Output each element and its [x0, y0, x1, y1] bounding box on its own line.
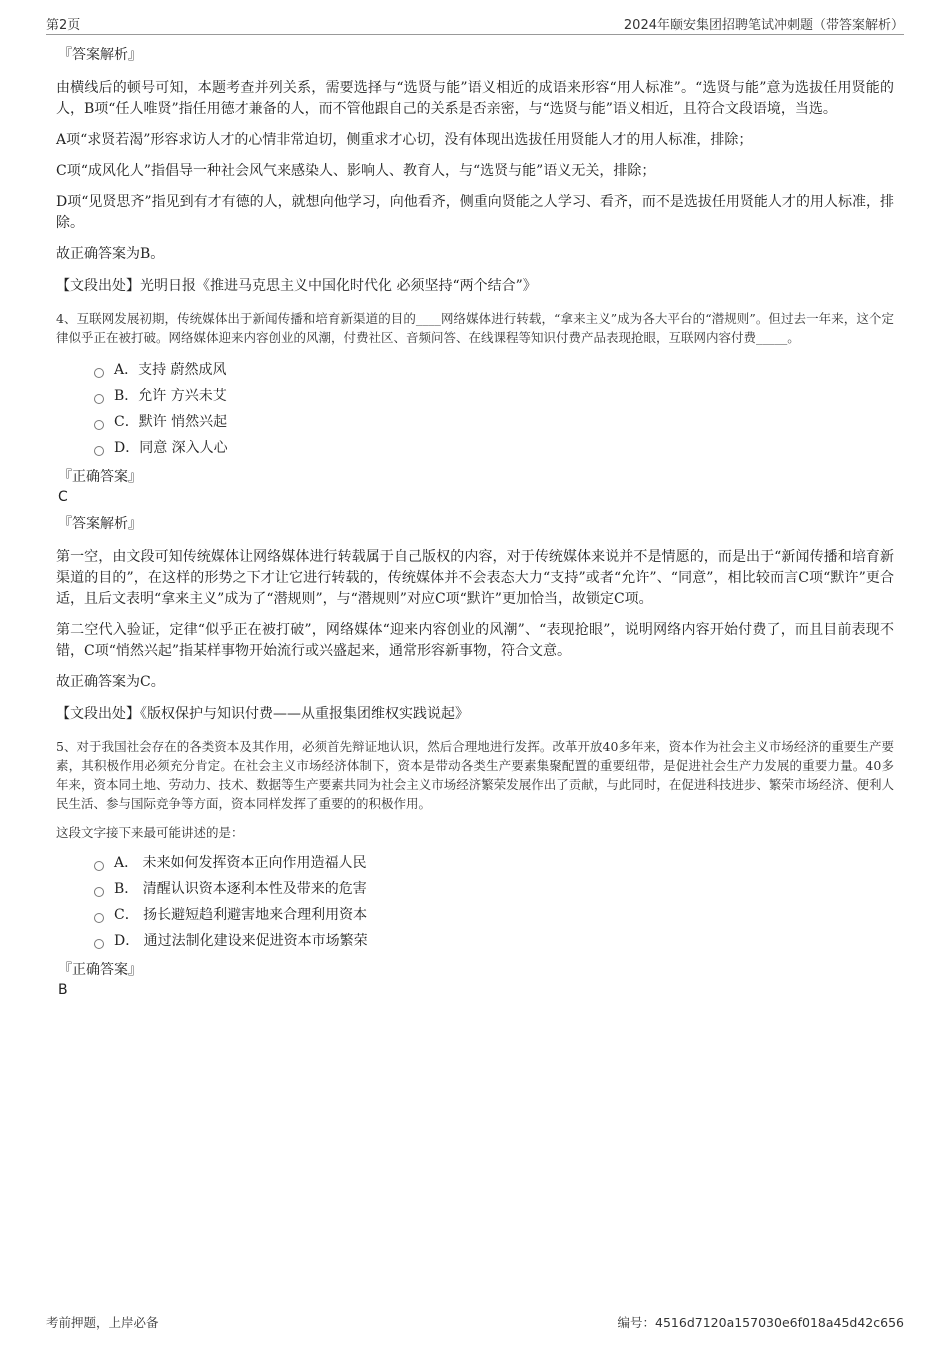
analysis-paragraph: 第一空，由文段可知传统媒体让网络媒体进行转载属于自己版权的内容，对于传统媒体来说并不是情愿的，而是出于“新闻传播和培育新渠道的目的”，在这样的形势之下才让它进行转载的，传统媒体并不会表态大力“支持”或者“允许”、“同意”，相比较而言C项“默许”更合适，且后文表明“拿来主义”成为了“潜规则”，与“潜规则”对应C项“默许”更加恰当，故锁定C项。 — [56, 549, 894, 607]
option-label: D．同意 深入人心 — [114, 440, 228, 456]
document-code: 编号：4516d7120a157030e6f018a45d42c656 — [617, 1315, 904, 1330]
radio-icon[interactable] — [94, 913, 104, 923]
correct-answer: B — [58, 982, 68, 998]
question-5-text: 5、对于我国社会存在的各类资本及其作用，必须首先辩证地认识，然后合理地进行发挥。改革开放40多年来，资本作为社会主义市场经济的重要生产要素，其积极作用必须充分肯定。在社会主义市场经济体制下，资本是带动各类生产要素集聚配置的重要纽带，是促进社会生产力发展的重要力量。40多年来，资本同土地、劳动力、技术、数据等生产要素共同为社会主义市场经济繁荣发展作出了贡献，与此同时，在促进科技进步、繁荣市场经济、便利人民生活、参与国际竞争等方面，资本同样发挥了重要的的积极作用。 — [56, 739, 894, 811]
option-a[interactable] — [94, 357, 894, 383]
question-4-text: 4、互联网发展初期，传统媒体出于新闻传播和培育新渠道的目的____网络媒体进行转载，“拿来主义”成为各大平台的“潜规则”。但过去一年来，这个定律似乎正在被打破。网络媒体迎来内容创业的风潮，付费社区、音频问答、在线课程等知识付费产品表现抢眼，互联网内容付费_____。 — [56, 311, 894, 345]
option-a[interactable] — [94, 850, 894, 876]
option-label: B．允许 方兴未艾 — [114, 388, 227, 404]
option-label: A． 未来如何发挥资本正向作用造福人民 — [114, 855, 367, 871]
option-label: A．支持 蔚然成风 — [114, 362, 227, 378]
option-c[interactable] — [94, 409, 894, 435]
analysis-paragraph: A项“求贤若渴”形容求访人才的心情非常迫切，侧重求才心切，没有体现出选拔任用贤能人才的用人标准，排除； — [56, 132, 753, 148]
correct-answer-label: 『正确答案』 — [58, 962, 142, 978]
page-content — [56, 44, 894, 1006]
footer-slogan: 考前押题，上岸必备 — [46, 1315, 159, 1330]
analysis-label: 『答案解析』 — [58, 516, 142, 532]
analysis-paragraph: 由横线后的顿号可知，本题考查并列关系，需要选择与“选贤与能”语义相近的成语来形容“用人标准”。“选贤与能”意为选拔任用贤能的人，B项“任人唯贤”指任用德才兼备的人，而不管他跟自己的关系是否亲密，与“选贤与能”语义相近，且符合文段语境，当选。 — [56, 80, 894, 117]
radio-icon[interactable] — [94, 446, 104, 456]
option-c[interactable] — [94, 902, 894, 928]
document-title: 2024年颐安集团招聘笔试冲刺题（带答案解析） — [623, 18, 904, 33]
radio-icon[interactable] — [94, 394, 104, 404]
analysis-paragraph: D项“见贤思齐”指见到有才有德的人，就想向他学习，向他看齐，侧重向贤能之人学习、看齐，而不是选拔任用贤能人才的用人标准，排除。 — [56, 194, 894, 231]
source-citation: 【文段出处】光明日报《推进马克思主义中国化时代化 必须坚持“两个结合”》 — [56, 278, 537, 294]
page-header — [46, 14, 904, 35]
question-5-options — [94, 850, 894, 954]
page-number: 第2页 — [46, 18, 81, 33]
question-5-stem: 这段文字接下来最可能讲述的是： — [56, 825, 244, 840]
correct-answer: C — [58, 489, 68, 505]
analysis-conclusion: 故正确答案为B。 — [56, 246, 165, 262]
radio-icon[interactable] — [94, 368, 104, 378]
option-b[interactable] — [94, 876, 894, 902]
option-d[interactable] — [94, 435, 894, 461]
option-label: B． 清醒认识资本逐利本性及带来的危害 — [114, 881, 367, 897]
page-footer — [46, 1313, 904, 1333]
option-d[interactable] — [94, 928, 894, 954]
analysis-paragraph: 第二空代入验证，定律“似乎正在被打破”，网络媒体“迎来内容创业的风潮”、“表现抢眼”，说明网络内容开始付费了，而且目前表现不错，C项“悄然兴起”指某样事物开始流行或兴盛起来，通常形容新事物，符合文意。 — [56, 622, 894, 659]
source-citation: 【文段出处】《版权保护与知识付费——从重报集团维权实践说起》 — [56, 706, 469, 722]
correct-answer-label: 『正确答案』 — [58, 469, 142, 485]
option-b[interactable] — [94, 383, 894, 409]
radio-icon[interactable] — [94, 861, 104, 871]
question-4-options — [94, 357, 894, 461]
analysis-conclusion: 故正确答案为C。 — [56, 674, 165, 690]
option-label: C．默许 悄然兴起 — [114, 414, 228, 430]
radio-icon[interactable] — [94, 939, 104, 949]
option-label: D． 通过法制化建设来促进资本市场繁荣 — [114, 933, 368, 949]
radio-icon[interactable] — [94, 420, 104, 430]
radio-icon[interactable] — [94, 887, 104, 897]
analysis-label: 『答案解析』 — [58, 47, 142, 63]
analysis-paragraph: C项“成风化人”指倡导一种社会风气来感染人、影响人、教育人，与“选贤与能”语义无关，排除； — [56, 163, 656, 179]
option-label: C． 扬长避短趋利避害地来合理利用资本 — [114, 907, 368, 923]
